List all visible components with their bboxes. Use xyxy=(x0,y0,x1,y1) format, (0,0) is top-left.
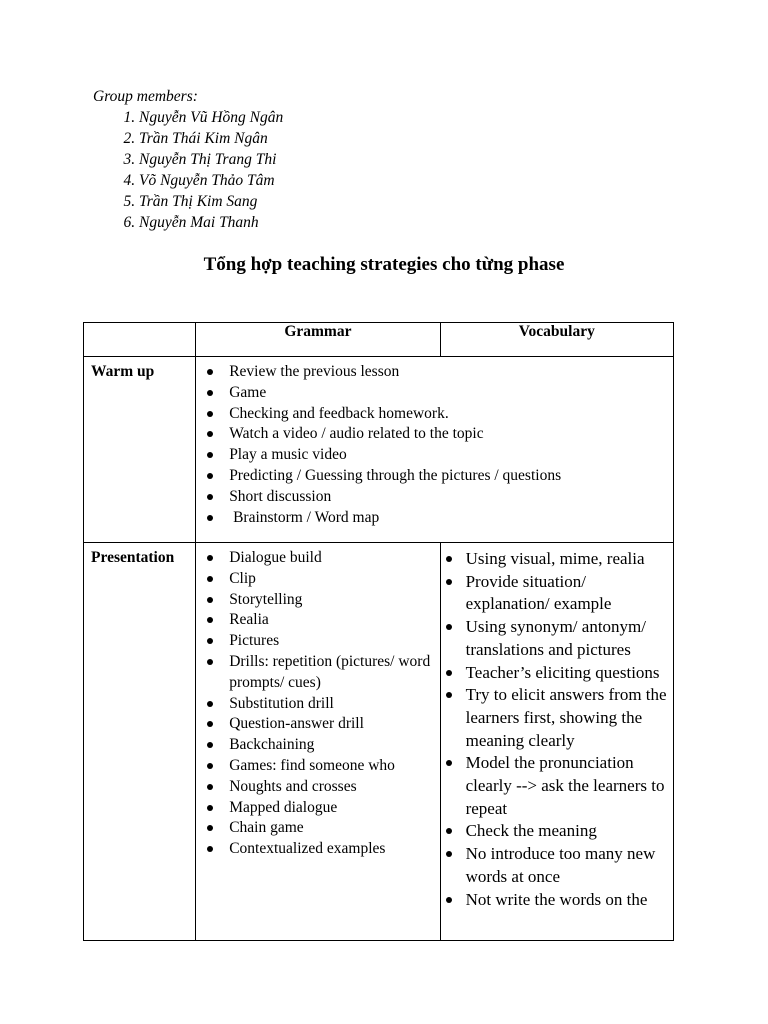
presentation-vocabulary-cell xyxy=(440,543,673,941)
list-item: Watch a video / audio related to the topic xyxy=(196,424,667,445)
strategies-table xyxy=(83,322,674,941)
phase-label-warm-up: Warm up xyxy=(84,357,196,543)
member-item: 1. Nguyễn Vũ Hồng Ngân xyxy=(139,107,283,128)
list-item: Provide situation/ explanation/ example xyxy=(441,571,669,616)
list-item: Question-answer drill xyxy=(196,714,433,735)
phase-label-presentation: Presentation xyxy=(84,543,196,941)
list-item: Review the previous lesson xyxy=(196,362,667,383)
list-item: Noughts and crosses xyxy=(196,777,433,798)
member-item: 5. Trần Thị Kim Sang xyxy=(139,191,283,212)
list-item: Backchaining xyxy=(196,735,433,756)
list-item: No introduce too many new words at once xyxy=(441,843,669,888)
list-item: Using synonym/ antonym/ translations and pictures xyxy=(441,616,669,661)
presentation-vocabulary-list xyxy=(441,543,673,917)
list-item: Predicting / Guessing through the pictures / questions xyxy=(196,466,667,487)
list-item: Drills: repetition (pictures/ word prompts/ cues) xyxy=(196,652,433,694)
presentation-grammar-cell xyxy=(196,543,440,941)
list-item: Substitution drill xyxy=(196,694,433,715)
header-vocabulary: Vocabulary xyxy=(440,323,673,357)
table-row-presentation xyxy=(84,543,674,941)
list-item: Model the pronunciation clearly --> ask the learners to repeat xyxy=(441,752,669,820)
list-item: Check the meaning xyxy=(441,820,669,843)
header-phase xyxy=(84,323,196,357)
list-item: Play a music video xyxy=(196,445,667,466)
member-item: 6. Nguyễn Mai Thanh xyxy=(139,212,283,233)
list-item: Dialogue build xyxy=(196,548,433,569)
list-item: Pictures xyxy=(196,631,433,652)
list-item: Games: find someone who xyxy=(196,756,433,777)
list-item: Using visual, mime, realia xyxy=(441,548,669,571)
header-grammar: Grammar xyxy=(196,323,440,357)
list-item: Game xyxy=(196,383,667,404)
list-item: Checking and feedback homework. xyxy=(196,404,667,425)
list-item: Short discussion xyxy=(196,487,667,508)
list-item: Try to elicit answers from the learners first, showing the meaning clearly xyxy=(441,684,669,752)
document-title: Tổng hợp teaching strategies cho từng phase xyxy=(203,254,565,275)
table-header-row xyxy=(84,323,674,357)
group-members-heading: Group members: xyxy=(93,88,198,105)
list-item: Clip xyxy=(196,569,433,590)
group-members-list xyxy=(93,107,283,233)
presentation-grammar-list xyxy=(196,543,439,866)
list-item: Storytelling xyxy=(196,590,433,611)
list-item: Contextualized examples xyxy=(196,839,433,860)
table-row-warm-up xyxy=(84,357,674,543)
list-item: Chain game xyxy=(196,818,433,839)
list-item: Realia xyxy=(196,610,433,631)
member-item: 2. Trần Thái Kim Ngân xyxy=(139,128,283,149)
group-members xyxy=(93,86,283,233)
member-item: 4. Võ Nguyễn Thảo Tâm xyxy=(139,170,283,191)
list-item: Mapped dialogue xyxy=(196,798,433,819)
list-item: Not write the words on the xyxy=(441,889,669,912)
warm-up-cell xyxy=(196,357,674,543)
list-item: Teacher’s eliciting questions xyxy=(441,662,669,685)
member-item: 3. Nguyễn Thị Trang Thi xyxy=(139,149,283,170)
list-item: Brainstorm / Word map xyxy=(196,508,667,529)
warm-up-list xyxy=(196,357,673,534)
